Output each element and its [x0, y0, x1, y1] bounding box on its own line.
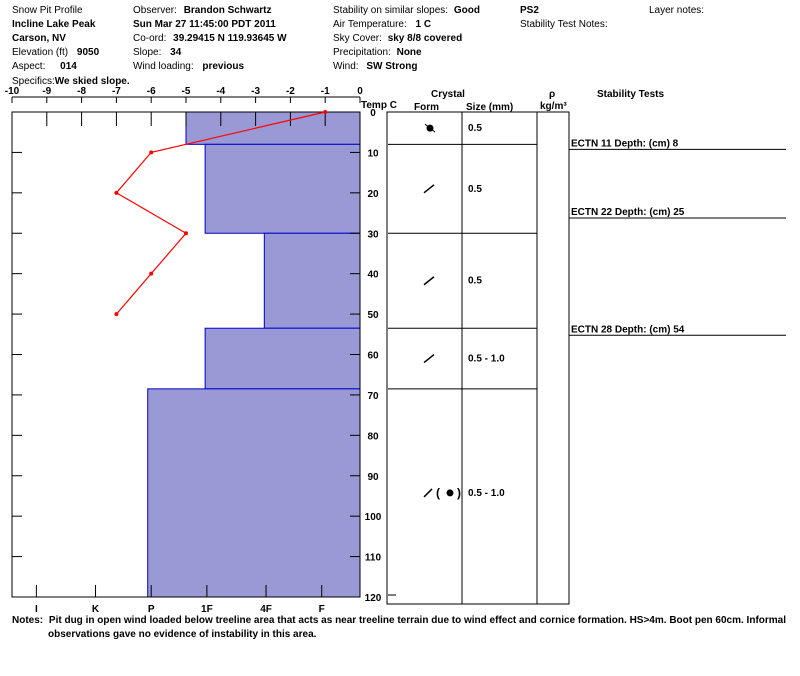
depth-tick-label: 10 — [367, 148, 379, 160]
temperature-point — [149, 150, 153, 154]
slope-value: 34 — [170, 47, 182, 58]
temp-column-header: Temp C — [361, 100, 397, 111]
stability-test-label: ECTN 28 Depth: (cm) 54 — [571, 324, 685, 336]
observer-value: Brandon Schwartz — [183, 5, 272, 16]
sky-value: sky 8/8 covered — [387, 33, 463, 44]
decomposing-form-icon — [424, 277, 434, 285]
temp-tick-label: 0 — [357, 86, 363, 97]
temp-tick-label: -3 — [251, 86, 261, 97]
decomposing-form-icon — [424, 355, 434, 363]
rho-column-header: ρ — [549, 89, 556, 100]
elevation-label: Elevation (ft) — [12, 47, 69, 58]
depth-tick-label: 30 — [367, 229, 379, 241]
hardness-layer-bar — [205, 328, 360, 389]
crystal-size-label: 0.5 - 1.0 — [468, 487, 505, 499]
decomposing-form-icon — [424, 185, 434, 193]
crystal-size-label: 0.5 - 1.0 — [468, 353, 505, 365]
sky-label: Sky Cover: — [333, 33, 382, 44]
depth-tick-label: 110 — [364, 552, 382, 564]
crystal-size-label: 0.5 — [468, 275, 482, 287]
crystal-column-header: Crystal — [431, 89, 465, 100]
temp-tick-label: -10 — [4, 86, 20, 97]
stability-notes-label: Stability Test Notes: — [520, 19, 608, 30]
aspect-value: 014 — [60, 61, 77, 72]
area: Carson, NV — [12, 33, 66, 44]
notes-row — [12, 615, 786, 627]
temp-tick-label: -9 — [42, 86, 52, 97]
hardness-layer-bar — [205, 144, 360, 233]
stability-tests-header: Stability Tests — [597, 89, 665, 100]
decomposing-form-icon — [424, 489, 432, 497]
stability-label: Stability on similar slopes: — [333, 5, 449, 16]
paren-close-glyph: ) — [457, 485, 461, 500]
hardness-layer-bar — [264, 233, 360, 328]
hardness-layer-bar — [148, 389, 360, 597]
depth-tick-label: 40 — [367, 269, 379, 281]
depth-tick-label: 90 — [367, 471, 379, 483]
wind-loading-value: previous — [202, 61, 245, 72]
observer-label: Observer: — [133, 5, 177, 16]
depth-tick-label: 100 — [364, 512, 382, 524]
size-column-header: Size (mm) — [466, 102, 514, 113]
specifics-label: Specifics: — [12, 76, 55, 87]
temp-tick-label: -1 — [320, 86, 330, 97]
temp-tick-label: -2 — [285, 86, 295, 97]
depth-tick-label: 80 — [367, 431, 379, 443]
hardness-tick-label: P — [147, 604, 155, 615]
depth-tick-label: 120 — [364, 593, 382, 604]
hardness-tick-label: I — [34, 604, 38, 615]
air-temp-value: 1 C — [415, 19, 432, 30]
crystal-size-label: 0.5 — [468, 123, 482, 135]
stability-test-label: ECTN 11 Depth: (cm) 8 — [571, 138, 679, 150]
form-column-header: Form — [414, 102, 439, 113]
pit-id: PS2 — [520, 5, 539, 16]
specifics-value: We skied slope. — [54, 76, 130, 87]
wind-loading-label: Wind loading: — [133, 61, 194, 72]
temperature-point — [323, 110, 327, 114]
temp-tick-label: -6 — [146, 86, 156, 97]
temperature-point — [114, 191, 118, 195]
datetime: Sun Mar 27 11:45:00 PDT 2011 — [133, 19, 276, 30]
hardness-tick-label: K — [91, 604, 100, 615]
crystal-size-label: 0.5 — [468, 183, 482, 195]
depth-tick-label: 50 — [367, 310, 379, 322]
temperature-point — [184, 231, 188, 235]
hardness-tick-label: 4F — [260, 604, 272, 615]
depth-tick-label: 70 — [367, 390, 379, 402]
air-temp-label: Air Temperature: — [333, 19, 407, 30]
depth-tick-label: 60 — [367, 350, 379, 362]
temp-tick-label: -8 — [77, 86, 87, 97]
wind-value: SW Strong — [366, 61, 418, 72]
precip-value: None — [396, 47, 422, 58]
location: Incline Lake Peak — [12, 19, 96, 30]
precip-label: Precipitation: — [333, 47, 391, 58]
stability-value: Good — [453, 5, 480, 16]
rounded-grain-form-icon — [447, 489, 454, 496]
slope-label: Slope: — [133, 47, 162, 58]
hardness-tick-label: F — [318, 604, 325, 615]
hardness-layer-bar — [186, 112, 360, 144]
temperature-point — [114, 312, 118, 316]
elevation-value: 9050 — [76, 47, 100, 58]
notes-label: Notes: — [12, 615, 44, 626]
depth-tick-label: 0 — [370, 108, 376, 119]
coord-label: Co-ord: — [133, 33, 167, 44]
paren-open-glyph: ( — [436, 485, 440, 500]
aspect-label: Aspect: — [12, 61, 46, 72]
stability-test-label: ECTN 22 Depth: (cm) 25 — [571, 207, 685, 219]
notes-line-2: observations gave no evidence of instability in this area. — [48, 629, 317, 640]
temp-tick-label: -7 — [111, 86, 121, 97]
wind-label: Wind: — [333, 61, 359, 72]
temp-tick-label: -5 — [181, 86, 191, 97]
notes-line-1: Pit dug in open wind loaded below treeline area that acts as near treeline terrain due to wind effect and cornice formation. HS>4m. Boot pen 60cm. Informal — [48, 615, 787, 626]
depth-tick-label: 20 — [367, 188, 379, 200]
coord-value: 39.29415 N 119.93645 W — [173, 33, 287, 44]
layer-notes-label: Layer notes: — [649, 5, 705, 16]
profile-title: Snow Pit Profile — [12, 5, 83, 16]
hardness-tick-label: 1F — [201, 604, 213, 615]
temperature-point — [149, 272, 153, 276]
density-unit-header: kg/m³ — [540, 101, 567, 112]
temp-tick-label: -4 — [216, 86, 226, 97]
